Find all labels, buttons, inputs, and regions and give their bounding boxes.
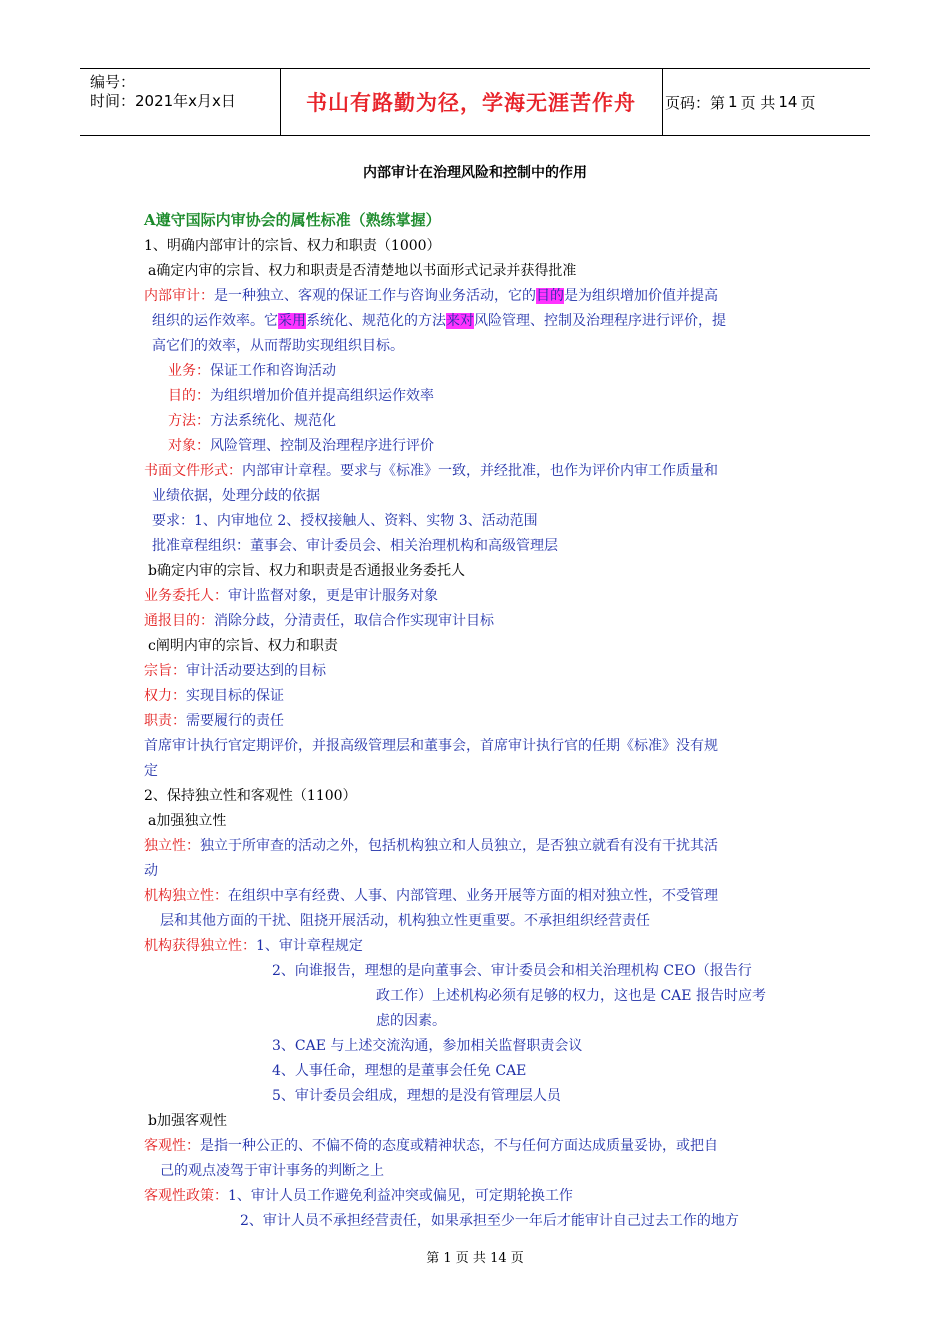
- definition-text: 在组织中享有经费、人事、内部管理、业务开展等方面的相对独立性，不受管理: [228, 888, 718, 904]
- definition-text: 审计监督对象，更是审计服务对象: [228, 588, 438, 604]
- definition-line: 首席审计执行官定期评价，并报高级管理层和董事会，首席审计执行官的任期《标准》没有规: [144, 738, 718, 754]
- definition-line: 2、向谁报告，理想的是向董事会、审计委员会和相关治理机构 CEO（报告行: [272, 963, 752, 979]
- definition-text: 风险管理、控制及治理程序进行评价: [210, 438, 434, 454]
- footer-prefix: 第: [426, 1251, 440, 1266]
- definition-text: 实现目标的保证: [186, 688, 284, 704]
- definition-text: 消除分歧，分清责任，取信合作实现审计目标: [214, 613, 494, 629]
- definition-line: [144, 886, 718, 906]
- definition-text: 是指一种公正的、不偏不倚的态度或精神状态，不与任何方面达成质量妥协，或把自: [200, 1138, 718, 1154]
- item-heading: a加强独立性: [148, 813, 227, 829]
- definition-line: [144, 836, 718, 856]
- definition-line: 政工作）上述机构必须有足够的权力，这也是 CAE 报告时应考: [376, 988, 766, 1004]
- item-heading: c阐明内审的宗旨、权力和职责: [148, 638, 338, 654]
- term-label: 机构获得独立性：: [144, 938, 256, 954]
- term-label: 业务委托人：: [144, 588, 228, 604]
- header-page-info: [665, 69, 818, 135]
- term-label: 宗旨：: [144, 663, 186, 679]
- definition-text: 1、审计人员工作避免利益冲突或偏见，可定期轮换工作: [228, 1188, 573, 1204]
- item-heading: b加强客观性: [148, 1113, 227, 1129]
- definition-line: [168, 361, 336, 381]
- definition-line: [168, 411, 336, 431]
- definition-line: [144, 711, 284, 731]
- header-table: [80, 68, 870, 136]
- footer-suffix: 页: [510, 1251, 524, 1266]
- term-label: 客观性：: [144, 1138, 200, 1154]
- time-label: 时间：2021年x月x日: [90, 92, 236, 110]
- definition-text: 需要履行的责任: [186, 713, 284, 729]
- definition-text: 系统化、规范化的方法: [306, 313, 446, 329]
- footer-total: 14: [490, 1251, 507, 1266]
- term-label: 业务：: [168, 363, 210, 379]
- highlight-text: 采用: [278, 313, 306, 329]
- footer-page: 1: [443, 1251, 452, 1266]
- definition-line: 4、人事任命，理想的是董事会任免 CAE: [272, 1063, 527, 1079]
- definition-text: 内部审计章程。要求与《标准》一致，并经批准，也作为评价内审工作质量和: [242, 463, 718, 479]
- subsection-heading: 1、明确内部审计的宗旨、权力和职责（1000）: [144, 238, 441, 254]
- item-heading: b确定内审的宗旨、权力和职责是否通报业务委托人: [148, 563, 465, 579]
- footer-mid: 页 共: [455, 1251, 486, 1266]
- term-label: 内部审计：: [144, 288, 214, 304]
- definition-line: [144, 661, 326, 681]
- definition-line: [144, 461, 718, 481]
- definition-text: 方法系统化、规范化: [210, 413, 336, 429]
- definition-text: 审计活动要达到的目标: [186, 663, 326, 679]
- definition-text: 为组织增加价值并提高组织运作效率: [210, 388, 434, 404]
- definition-line: 批准章程组织：董事会、审计委员会、相关治理机构和高级管理层: [152, 538, 558, 554]
- number-label: 编号：: [90, 73, 136, 91]
- subsection-heading: 2、保持独立性和客观性（1100）: [144, 788, 357, 804]
- page-footer: [0, 1247, 950, 1266]
- definition-line: 3、CAE 与上述交流沟通，参加相关监督职责会议: [272, 1038, 583, 1054]
- highlight-text: 来对: [446, 313, 474, 329]
- header-divider: [662, 69, 663, 135]
- definition-line: [152, 311, 726, 331]
- definition-line: 己的观点凌驾于审计事务的判断之上: [160, 1163, 384, 1179]
- definition-text: 是一种独立、客观的保证工作与咨询业务活动，它的: [214, 288, 536, 304]
- definition-line: 2、审计人员不承担经营责任，如果承担至少一年后才能审计自己过去工作的地方: [240, 1213, 739, 1229]
- definition-text: 独立于所审查的活动之外，包括机构独立和人员独立，是否独立就看有没有干扰其活: [200, 838, 718, 854]
- header-divider: [280, 69, 281, 135]
- definition-line: [144, 611, 494, 631]
- document-title: 内部审计在治理风险和控制中的作用: [363, 165, 587, 181]
- term-label: 方法：: [168, 413, 210, 429]
- item-heading: a确定内审的宗旨、权力和职责是否清楚地以书面形式记录并获得批准: [148, 263, 577, 279]
- term-label: 对象：: [168, 438, 210, 454]
- definition-line: [144, 686, 284, 706]
- definition-line: [144, 1136, 718, 1156]
- definition-line: [144, 286, 718, 306]
- definition-line: [144, 586, 438, 606]
- term-label: 书面文件形式：: [144, 463, 242, 479]
- header-left: [90, 73, 236, 111]
- definition-line: 业绩依据，处理分歧的依据: [152, 488, 320, 504]
- section-heading: A遵守国际内审协会的属性标准（熟练掌握）: [144, 211, 441, 229]
- definition-line: 定: [144, 763, 158, 779]
- page-prefix: 页码：第: [665, 93, 726, 112]
- definition-line: 5、审计委员会组成，理想的是没有管理层人员: [272, 1088, 561, 1104]
- definition-text: 风险管理、控制及治理程序进行评价，提: [474, 313, 726, 329]
- definition-line: 要求：1、内审地位 2、授权接触人、资料、实物 3、活动范围: [152, 513, 538, 529]
- page-suffix: 页: [800, 93, 816, 112]
- term-label: 通报目的：: [144, 613, 214, 629]
- definition-line: [168, 436, 434, 456]
- term-label: 目的：: [168, 388, 210, 404]
- highlight-text: 目的: [536, 288, 564, 304]
- definition-line: [168, 386, 434, 406]
- definition-line: 层和其他方面的干扰、阻挠开展活动，机构独立性更重要。不承担组织经营责任: [160, 913, 650, 929]
- definition-line: [144, 1186, 573, 1206]
- definition-text: 组织的运作效率。它: [152, 313, 278, 329]
- term-label: 职责：: [144, 713, 186, 729]
- term-label: 客观性政策：: [144, 1188, 228, 1204]
- term-label: 独立性：: [144, 838, 200, 854]
- page-number: 1: [728, 93, 738, 111]
- term-label: 机构独立性：: [144, 888, 228, 904]
- definition-text: 是为组织增加价值并提高: [564, 288, 718, 304]
- page-total: 14: [778, 93, 798, 111]
- term-label: 权力：: [144, 688, 186, 704]
- definition-line: [144, 936, 363, 956]
- definition-line: 高它们的效率，从而帮助实现组织目标。: [152, 338, 404, 354]
- page-mid: 页 共: [740, 93, 776, 112]
- definition-text: 保证工作和咨询活动: [210, 363, 336, 379]
- definition-line: 动: [144, 863, 158, 879]
- header-motto: 书山有路勤为径，学海无涯苦作舟: [306, 91, 636, 115]
- definition-line: 虑的因素。: [376, 1013, 446, 1029]
- definition-text: 1、审计章程规定: [256, 938, 363, 954]
